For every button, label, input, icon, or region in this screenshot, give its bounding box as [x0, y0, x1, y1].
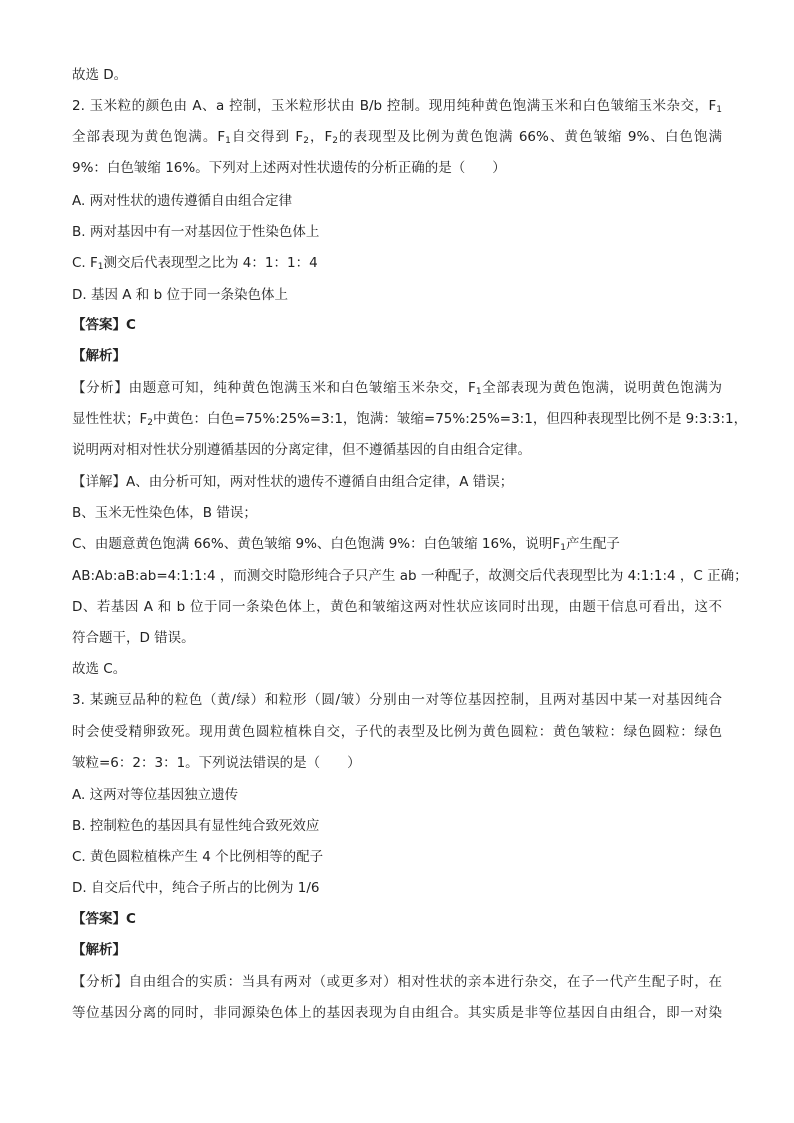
q2-option-c: C. $F_1$测交后代表现型之比为 4：1：1：4 [72, 255, 318, 272]
q3-fenxi-line-2: 等位基因分离的同时，非同源染色体上的基因表现为自由组合。其实质是非等位基因自由组合，即一对染 [72, 1005, 722, 1021]
q2-fenxi-line-1: 【分析】由题意可知，纯种黄色饱满玉米和白色皱缩玉米杂交，$F_1$全部表现为黄色饱满，说明黄色饱满为 [72, 380, 723, 397]
q3-option-a: A. 这两对等位基因独立遗传 [72, 787, 239, 803]
q2-stem-line-3: 9%：白色皱缩 16%。下列对上述两对性状遗传的分析正确的是（ ） [72, 160, 506, 176]
q3-fenxi-line-1: 【分析】自由组合的实质：当具有两对（或更多对）相对性状的亲本进行杂交，在子一代产生配子时，在 [72, 974, 722, 990]
q2-xiangjie-line-3: C、由题意黄色饱满 66%、黄色皱缩 9%、白色饱满 9%：白色皱缩 16%，说明$F_1$产生配子 [72, 536, 620, 553]
q2-fenxi-line-2: 显性性状；$F_2$中黄色：白色=75%:25%=3:1，饱满：皱缩=75%:25%=3:1，但四种表现型比例不是 9:3:3:1， [72, 411, 748, 428]
q2-xiangjie-line-5: D、若基因 A 和 b 位于同一条染色体上，黄色和皱缩这两对性状应该同时出现，由题干信息可看出，这不 [72, 599, 722, 615]
q2-xiangjie-line-6: 符合题干，D 错误。 [72, 630, 195, 646]
q3-stem-line-1: 3. 某豌豆品种的粒色（黄/绿）和粒形（圆/皱）分别由一对等位基因控制，且两对基因中某一对基因纯合 [72, 692, 722, 708]
q3-stem-line-3: 皱粒=6：2：3：1。下列说法错误的是（ ） [72, 755, 361, 771]
q2-stem-line-2: 全部表现为黄色饱满。$F_1$自交得到 $F_2$，$F_2$的表现型及比例为黄色饱满 66%、黄色皱缩 9%、白色饱满 [72, 129, 723, 146]
q2-xiangjie-line-1: 【详解】A、由分析可知，两对性状的遗传不遵循自由组合定律，A 错误； [72, 474, 514, 490]
q1-conclusion: 故选 D。 [72, 67, 128, 83]
q2-fenxi-line-3: 说明两对相对性状分别遵循基因的分离定律，但不遵循基因的自由组合定律。 [72, 442, 531, 458]
q2-analysis-label: 【解析】 [72, 348, 126, 364]
q3-option-b: B. 控制粒色的基因具有显性纯合致死效应 [72, 818, 320, 834]
q3-option-d: D. 自交后代中，纯合子所占的比例为 1/6 [72, 880, 320, 896]
q3-option-c: C. 黄色圆粒植株产生 4 个比例相等的配子 [72, 849, 324, 865]
q2-xiangjie-line-4: AB:Ab:aB:ab=4:1:1:4 ，而测交时隐形纯合子只产生 ab 一种配子，故测交后代表现型比为 4:1:1:4 ，C 正确； [72, 568, 748, 584]
q3-answer: 【答案】C [72, 911, 136, 927]
q2-answer: 【答案】C [72, 317, 136, 333]
q2-stem-line-1: 2. 玉米粒的颜色由 A、a 控制，玉米粒形状由 B/b 控制。现用纯种黄色饱满玉米和白色皱缩玉米杂交，$F_1$ [72, 98, 722, 115]
q3-analysis-label: 【解析】 [72, 942, 126, 958]
q2-option-a: A. 两对性状的遗传遵循自由组合定律 [72, 193, 293, 209]
q2-xiangjie-line-2: B、玉米无性染色体，B 错误； [72, 505, 257, 521]
q2-conclusion: 故选 C。 [72, 661, 127, 677]
q2-option-b: B. 两对基因中有一对基因位于性染色体上 [72, 224, 320, 240]
q3-stem-line-2: 时会使受精卵致死。现用黄色圆粒植株自交，子代的表型及比例为黄色圆粒：黄色皱粒：绿色圆粒：绿色 [72, 724, 722, 740]
q2-option-d: D. 基因 A 和 b 位于同一条染色体上 [72, 287, 288, 303]
